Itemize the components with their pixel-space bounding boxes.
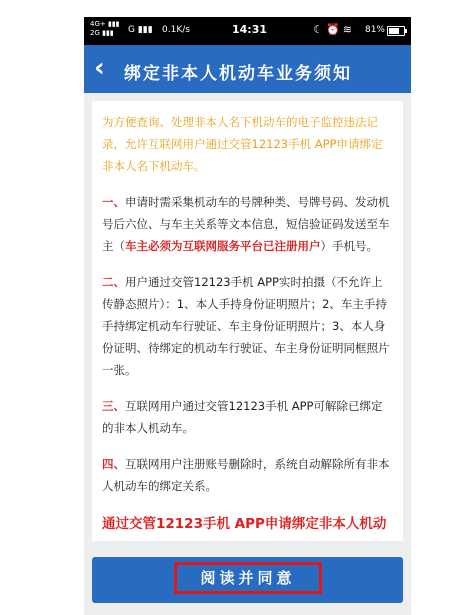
signal-4g-label: 4G+ [90, 20, 106, 28]
item-text: 申请时需采集机动车的号牌种类、号牌号码、发动机号后六位、与车主关系等文本信息，短信验证码发送至车主（ [102, 195, 390, 253]
wifi-icon: ≋ [342, 23, 355, 36]
signal-secondary-indicator: G ▮▮▮ [128, 25, 153, 35]
notice-item-3 [102, 395, 391, 439]
item-text: 用户通过交管12123手机 APP实时拍摄（不允许上传静态照片）：1、本人手持身份证明照片；2、车主手持手持绑定机动车行驶证、车主身份证明照片；3、本人身份证明、待绑定的机动车行驶证、车主身份证明同框照片一张。 [102, 275, 390, 377]
item-number: 三、 [102, 399, 125, 413]
battery-icon [387, 26, 405, 36]
notice-card[interactable] [92, 101, 403, 541]
notice-content [92, 101, 403, 541]
notice-item-4 [102, 453, 391, 497]
phone-screen [84, 17, 411, 615]
notice-item-2 [102, 271, 391, 381]
status-time: 14:31 [232, 23, 268, 36]
read-and-agree-button[interactable] [92, 557, 403, 603]
item-tail: ）手机号。 [320, 239, 378, 253]
item-text: 互联网用户注册账号删除时，系统自动解除所有非本人机动车的绑定关系。 [102, 457, 390, 493]
item-number: 一、 [102, 195, 125, 209]
item-highlight: 车主必须为互联网服务平台已注册用户 [125, 239, 321, 253]
status-icons [313, 23, 355, 36]
signal-4g-indicator: 4G+ ▮▮▮ 2G ▮▮▮ [90, 20, 120, 37]
agree-button-label: 阅读并同意 [174, 562, 322, 594]
title-bar [84, 45, 411, 93]
page-title: 绑定非本人机动车业务须知 [124, 64, 352, 84]
net-speed: 0.1K/s [162, 25, 190, 35]
footer-bar [84, 549, 411, 615]
status-bar [84, 17, 411, 45]
signal-secondary-label: G [128, 25, 135, 35]
battery-percent: 81% [364, 25, 385, 35]
item-number: 四、 [102, 457, 125, 471]
notice-item-1 [102, 191, 391, 257]
signal-2g-label: 2G [90, 29, 100, 37]
item-number: 二、 [102, 275, 125, 289]
item-text: 互联网用户通过交管12123手机 APP可解除已绑定的非本人机动车。 [102, 399, 383, 435]
back-arrow-icon[interactable]: ‹ [94, 53, 105, 83]
alarm-icon: ⏰ [326, 23, 343, 36]
rules-heading: 通过交管12123手机 APP申请绑定非本人机动 [102, 516, 387, 532]
notice-intro: 为方便查询、处理非本人名下机动车的电子监控违法记录，允许互联网用户通过交管12123手机 APP申请绑定非本人名下机动车。 [102, 115, 383, 173]
moon-icon: ☾ [313, 23, 327, 36]
